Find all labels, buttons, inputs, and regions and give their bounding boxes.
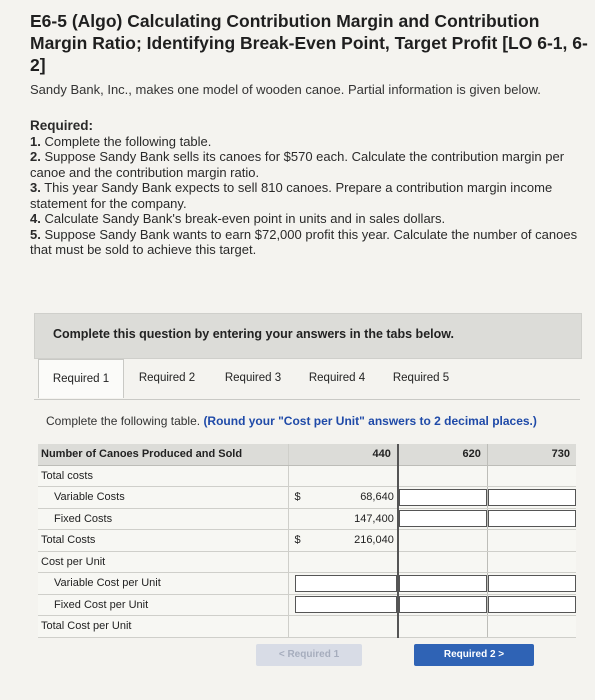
row-variable-cost-per-unit: Variable Cost per Unit [38,573,288,595]
table-row [38,616,576,638]
row-fixed-costs: Fixed Costs [38,508,288,530]
requirement-2-number: 2. [30,149,41,164]
variable-cost-per-unit-730-input[interactable] [488,575,576,592]
question-title [30,10,590,76]
instruction-text: Complete the following table. [46,414,204,428]
requirement-2 [30,149,580,180]
table-row [38,530,576,552]
table-row [38,487,576,509]
column-620: 620 [398,444,488,465]
next-button[interactable]: Required 2 > [414,644,534,666]
row-total-costs-section: Total costs [38,465,288,487]
tab-required-1[interactable]: Required 1 [38,359,124,398]
requirement-5-text: Suppose Sandy Bank wants to earn $72,000 profit this year. Calculate the number of canoes that must be sold to achieve this target. [30,226,578,257]
variable-cost-per-unit-620-input[interactable] [399,575,487,592]
required-heading: Required: [30,118,94,133]
cost-table [38,444,576,638]
instruction-rounding-note: (Round your "Cost per Unit" answers to 2 decimal places.) [203,414,537,428]
requirement-5 [30,227,580,258]
row-cost-per-unit-section: Cost per Unit [38,551,288,573]
panel-text: Complete this question by entering your answers in the tabs below. [53,327,454,341]
requirement-5-number: 5. [30,226,41,242]
header-label: Number of Canoes Produced and Sold [38,444,288,465]
title-line-1: E6-5 (Algo) Calculating Contribution Margin and Contribution [30,11,540,31]
requirement-2-text: Suppose Sandy Bank sells its canoes for $570 each. Calculate the contribution margin per canoe and the contribution margin ratio. [30,149,565,180]
table-instruction [46,414,586,428]
requirement-1-number: 1. [30,133,41,149]
table-row [38,594,576,616]
instructions-panel [34,313,582,359]
requirement-3-text: This year Sandy Bank expects to sell 810 canoes. Prepare a contribution margin income statement for the company. [30,180,553,211]
table-row [38,573,576,595]
requirement-3 [30,180,580,211]
table-row [38,508,576,530]
variable-cost-per-unit-440-input[interactable] [295,575,397,592]
column-440: 440 [320,444,398,465]
tab-required-4[interactable]: Required 4 [308,372,366,384]
title-line-2: Margin Ratio; Identifying Break-Even Point, Target Profit [LO 6-1, 6-2] [30,33,588,75]
row-total-cost-per-unit: Total Cost per Unit [38,616,288,638]
variable-costs-620-input[interactable] [399,489,487,506]
tab-bar [34,359,580,400]
requirement-3-number: 3. [30,180,41,195]
requirement-4-text: Calculate Sandy Bank's break-even point in units and in sales dollars. [40,211,446,226]
fixed-costs-730-input[interactable] [488,510,576,527]
table-row [38,551,576,573]
requirements-list [30,118,580,258]
row-fixed-cost-per-unit: Fixed Cost per Unit [38,594,288,616]
tab-required-3[interactable]: Required 3 [224,372,282,384]
prev-button[interactable]: < Required 1 [256,644,362,666]
variable-costs-730-input[interactable] [488,489,576,506]
requirement-1-text: Complete the following table. [40,133,212,149]
fixed-costs-440: 147,400 [320,508,398,530]
dollar-sign: $ [288,530,320,552]
fixed-cost-per-unit-440-input[interactable] [295,596,397,613]
tab-required-5[interactable]: Required 5 [392,372,450,384]
fixed-cost-per-unit-730-input[interactable] [488,596,576,613]
fixed-costs-620-input[interactable] [399,510,487,527]
requirement-4 [30,211,580,227]
row-variable-costs: Variable Costs [38,487,288,509]
requirement-1 [30,134,580,150]
table-row [38,465,576,487]
intro-text: Sandy Bank, Inc., makes one model of wooden canoe. Partial information is given below. [30,82,541,97]
requirement-4-number: 4. [30,211,41,226]
variable-costs-440: 68,640 [320,487,398,509]
dollar-sign: $ [288,487,320,509]
fixed-cost-per-unit-620-input[interactable] [399,596,487,613]
table-header-row [38,444,576,465]
row-total-costs: Total Costs [38,530,288,552]
column-730: 730 [487,444,576,465]
tab-required-2[interactable]: Required 2 [138,372,196,384]
total-costs-440: 216,040 [320,530,398,552]
